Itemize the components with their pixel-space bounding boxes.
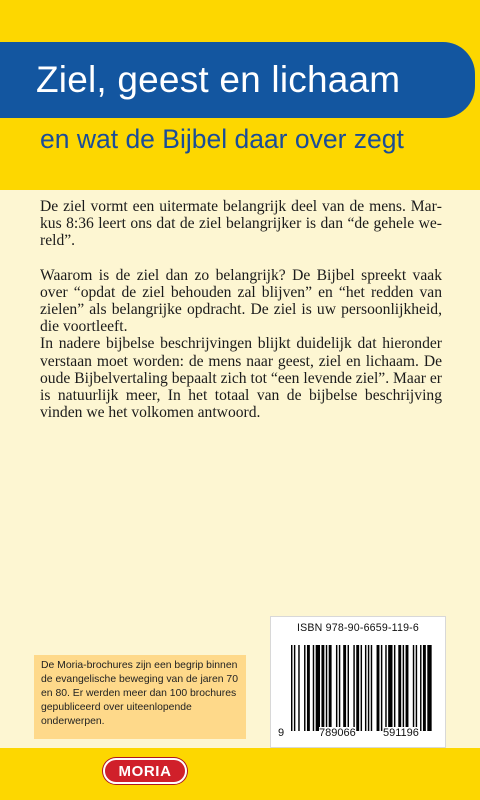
barcode-bar <box>420 645 421 731</box>
header-band <box>0 0 480 190</box>
barcode-bar <box>368 645 369 731</box>
publisher-logo <box>103 758 187 784</box>
barcode-bar <box>356 645 359 731</box>
barcode-bar <box>294 645 295 731</box>
barcode-bar <box>403 645 404 731</box>
barcode-bar <box>329 645 332 731</box>
title-banner <box>0 42 475 118</box>
barcode-bar <box>385 645 386 731</box>
barcode-bar <box>371 645 372 731</box>
barcode-bar <box>307 645 310 731</box>
book-subtitle: en wat de Bijbel daar over zegt <box>40 124 404 154</box>
barcode-bar <box>361 645 362 731</box>
barcode-bar <box>413 645 414 731</box>
paragraph-3: In nadere bijbelse beschrijvingen blijkt duidelijk dat hieronder verstaan moet worden: de mens naar geest, ziel en lichaam. De oude Bijbelvertaling bepaalt zich tot “een levende ziel”. Maar er is natuurlijk meer, In het totaal van de bijbelse beschrijving vinden we het volkomen antwoord. <box>40 335 442 422</box>
footer-band <box>0 748 480 800</box>
barcode-bar <box>394 645 395 731</box>
barcode-bar <box>316 645 320 731</box>
isbn-label: ISBN 978-90-6659-119-6 <box>297 622 419 634</box>
barcode-bar <box>313 645 314 731</box>
isbn-barcode <box>270 616 446 748</box>
barcode-bar <box>326 645 327 731</box>
barcode-left-digits: 789066 <box>319 727 356 739</box>
paragraph-1: De ziel vormt een uitermate belangrijk deel van de mens. Markus 8:36 leert ons dat de ziel belangrijker is dan “de gehele wereld”. <box>40 198 442 250</box>
barcode-bars <box>271 641 447 733</box>
barcode-bar <box>377 645 380 731</box>
barcode-bar <box>298 645 299 731</box>
barcode-bar <box>381 645 382 731</box>
barcode-bar <box>336 645 337 731</box>
series-info-box: De Moria-brochures zijn een begrip binnen de evangelische beweging van de jaren 70 en 80. Er werden meer dan 100 brochures gepubliceerd over uiteenlopende onderwerpen. <box>34 655 246 739</box>
barcode-first-digit: 9 <box>278 727 285 739</box>
barcode-bar <box>291 645 292 731</box>
barcode-bar <box>343 645 346 731</box>
barcode-bar <box>304 645 305 731</box>
barcode-bar <box>339 645 340 731</box>
barcode-bar <box>348 645 349 731</box>
barcode-bar <box>427 645 431 731</box>
book-title: Ziel, geest en lichaam <box>36 59 401 100</box>
barcode-bar <box>406 645 409 731</box>
publisher-logo-text: MORIA <box>118 762 172 780</box>
barcode-bar <box>423 645 426 731</box>
barcode-bar <box>365 645 366 731</box>
paragraph-2: Waarom is de ziel dan zo belangrijk? De Bijbel spreekt vaak over “opdat de ziel behouden zal blijven” en “het redden van zielen” als belangrijke opdracht. De ziel is uw persoonlijkheid, die voortleeft. <box>40 266 442 336</box>
description-text <box>40 198 442 421</box>
barcode-right-digits: 591196 <box>383 727 419 739</box>
barcode-bar <box>353 645 354 731</box>
barcode-bar <box>416 645 417 731</box>
barcode-bar <box>388 645 392 731</box>
barcode-bar <box>398 645 401 731</box>
barcode-bar <box>321 645 324 731</box>
